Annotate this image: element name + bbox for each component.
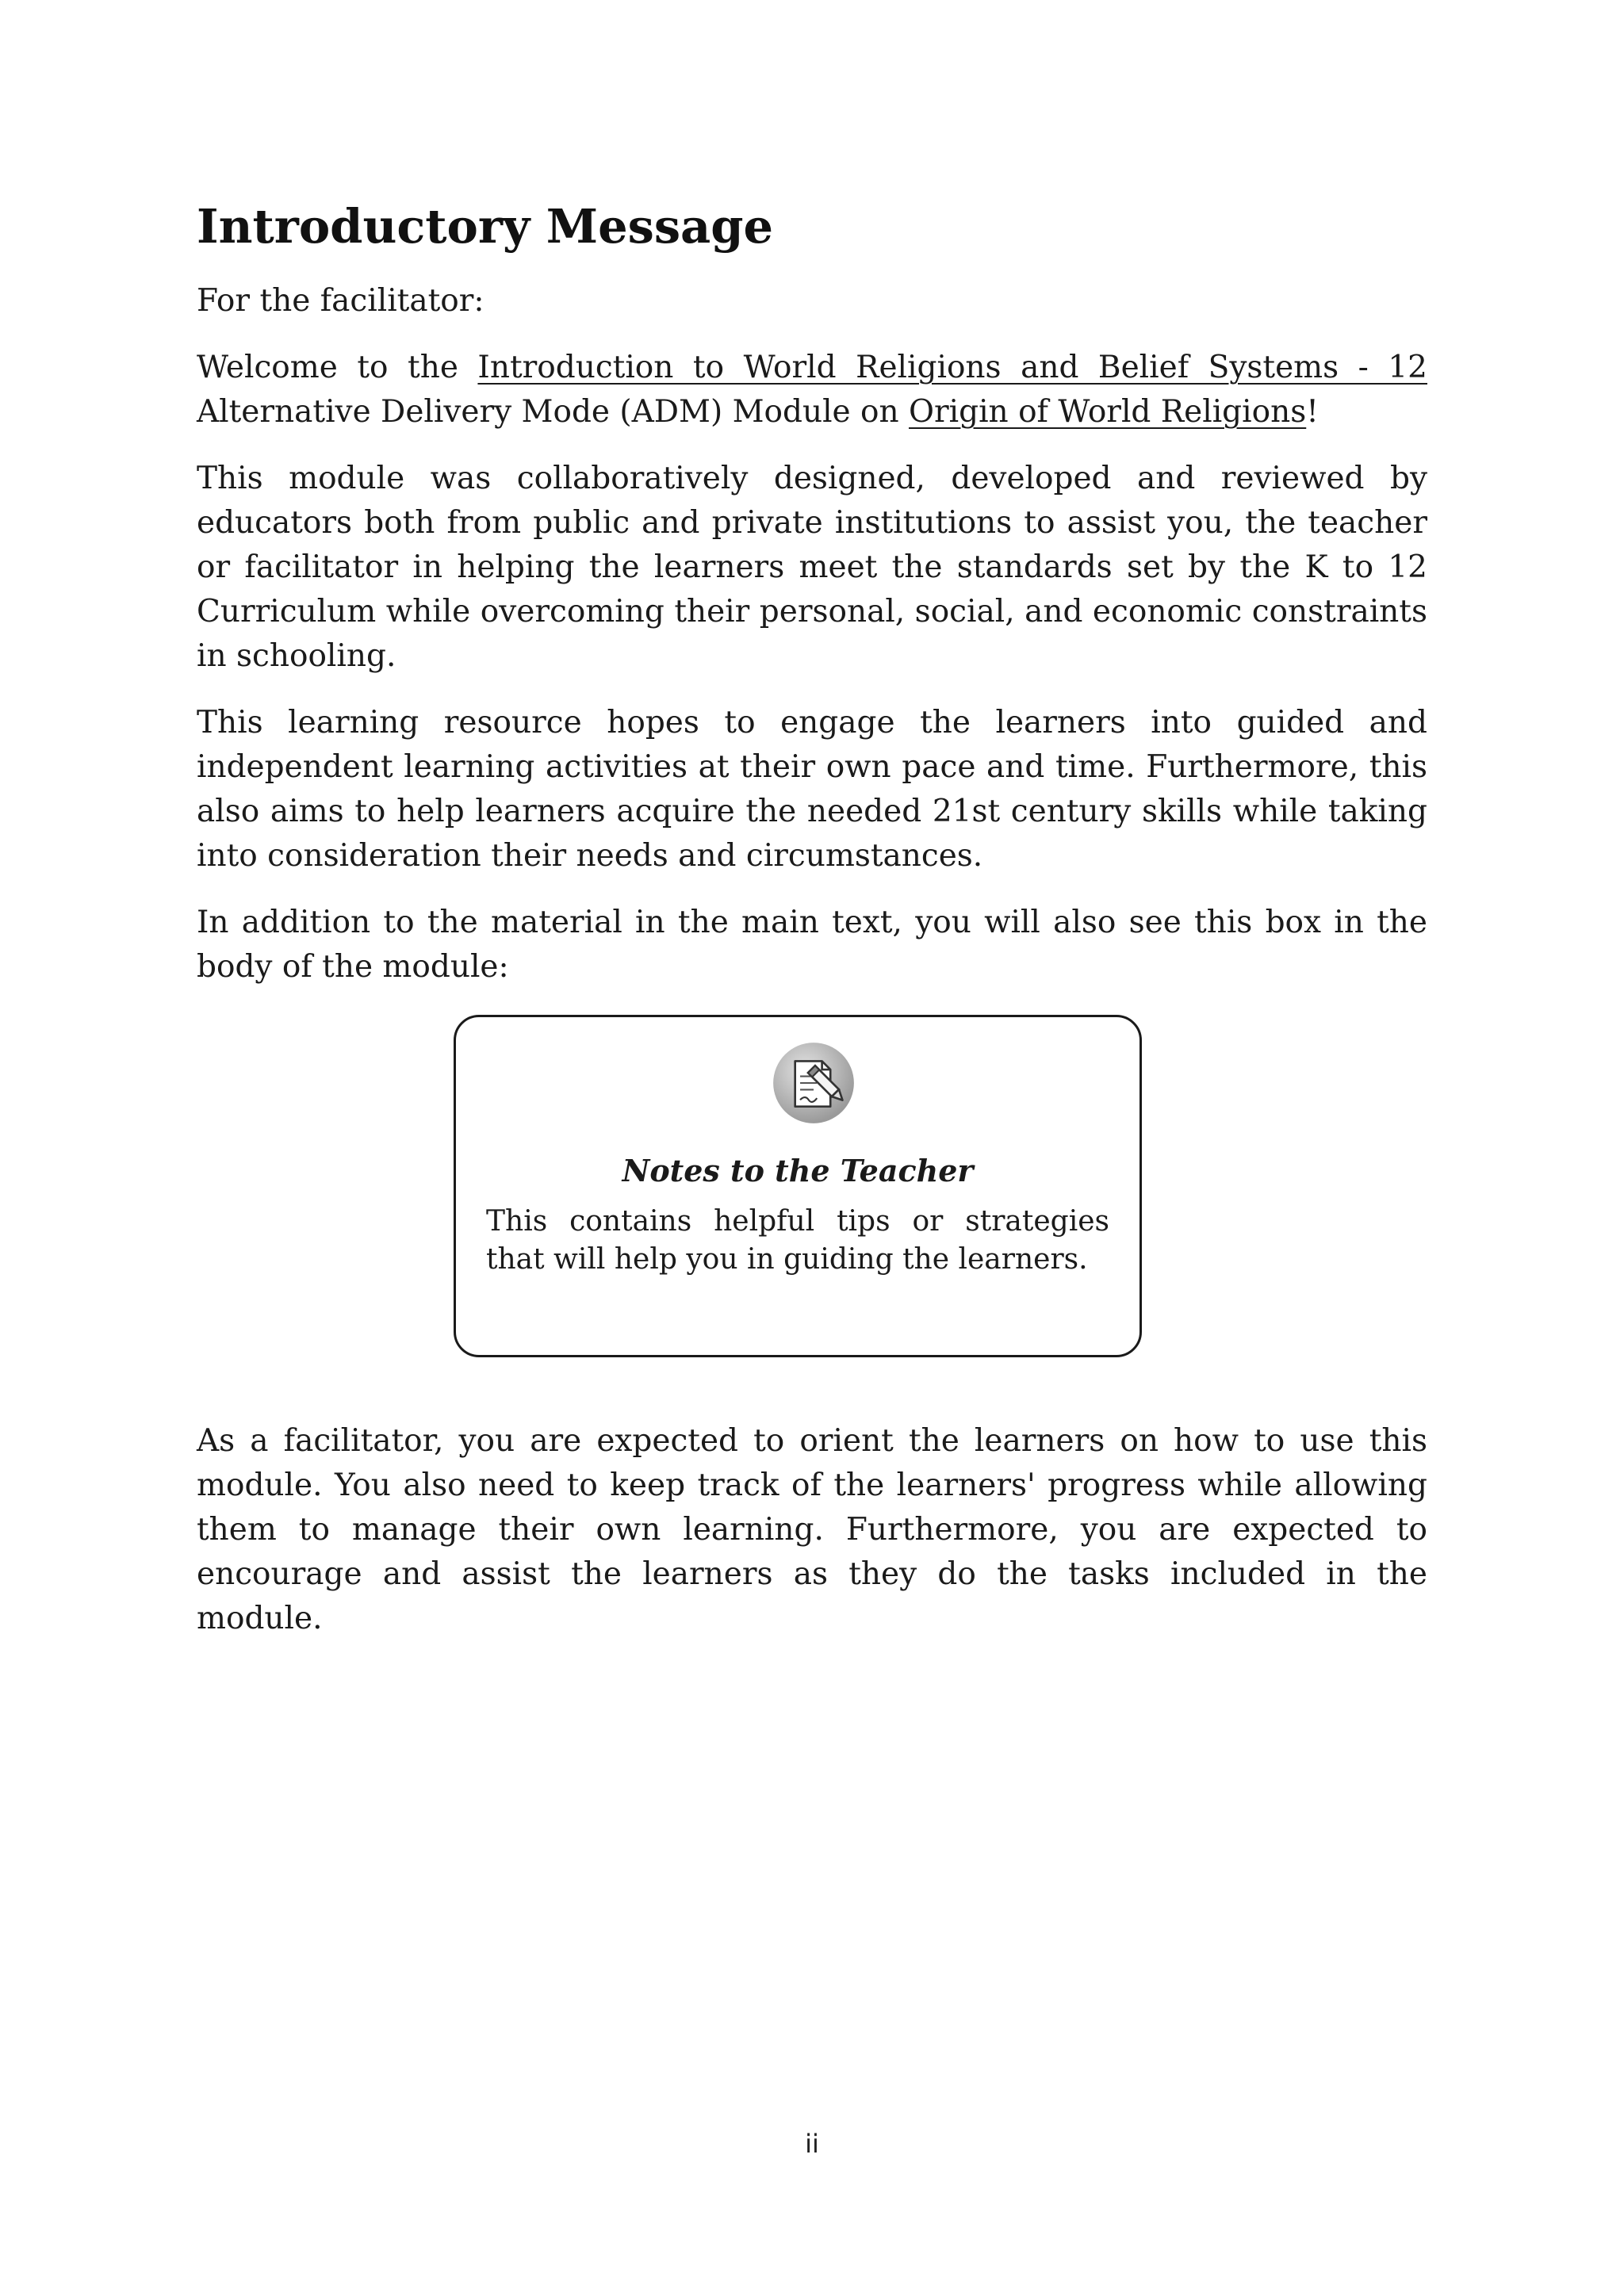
facilitator-role-paragraph: As a facilitator, you are expected to orient the learners on how to use this module. You also need to keep track of the learners' progress while allowing them to manage their own learning. Furthermore, you are expected to encourage and assist the learners as they do the tasks included in the module. [197,1423,1427,1636]
page-title: Introductory Message [197,199,774,254]
page-number: ii [805,2129,819,2159]
module-topic: Origin of World Religions [909,394,1307,430]
welcome-prefix: Welcome to the [197,350,478,385]
page-content [197,190,1427,1641]
notes-to-teacher-title: Notes to the Teacher [622,1153,974,1188]
collaboration-paragraph: This module was collaboratively designed, developed and reviewed by educators both from public and private institutions to assist you, the teacher or facilitator in helping the learners meet the standards set by the K to 12 Curriculum while overcoming their personal, social, and economic constraints in schooling. [197,461,1427,674]
welcome-paragraph [197,346,1427,434]
notes-to-teacher-box [454,1015,1142,1357]
addition-paragraph: In addition to the material in the main text, you will also see this box in the body of the module: [197,905,1427,985]
learning-resource-paragraph: This learning resource hopes to engage the learners into guided and independent learning activities at their own pace and time. Furthermore, this also aims to help learners acquire the needed 21st century skills while taking into consideration their needs and circumstances. [197,705,1427,874]
notes-document-pencil-icon [772,1041,856,1125]
welcome-middle: Alternative Delivery Mode (ADM) Module on [197,394,910,430]
subject-title: Introduction to World Religions and Belief Systems - 12 [477,350,1427,385]
facilitator-greeting: For the facilitator: [197,283,485,319]
welcome-suffix: ! [1306,394,1319,430]
notes-to-teacher-description: This contains helpful tips or strategies that will help you in guiding the learners. [486,1205,1109,1276]
